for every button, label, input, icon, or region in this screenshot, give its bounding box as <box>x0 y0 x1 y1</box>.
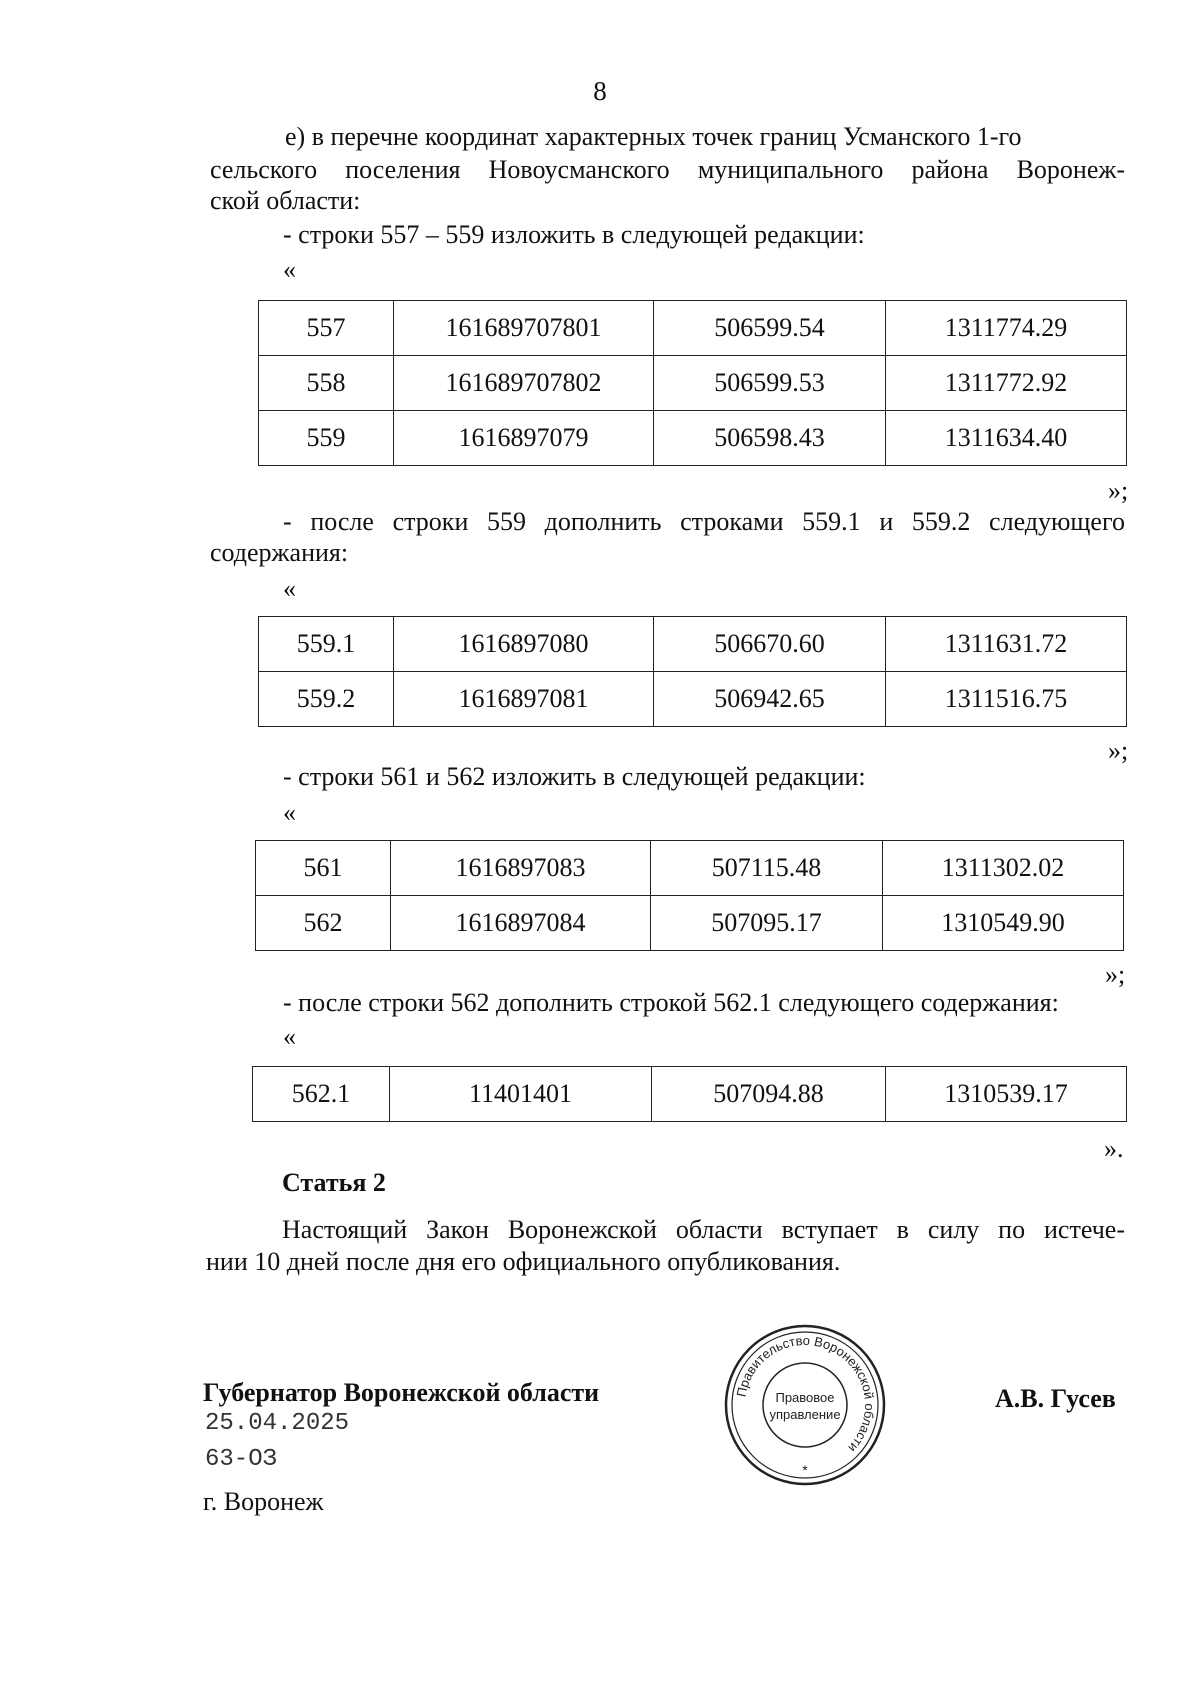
section-e-line2: сельского поселения Новоусманского муниципального района Воронеж- <box>210 155 1125 184</box>
quote-close: »; <box>1108 736 1129 765</box>
quote-close: »; <box>1105 960 1126 989</box>
table-cell: 507094.88 <box>652 1067 886 1122</box>
seal-inner-line1: Правовое <box>775 1390 835 1405</box>
article-2-heading: Статья 2 <box>282 1168 386 1197</box>
section-e-line1: е) в перечне координат характерных точек границ Усманского 1-го <box>285 122 1022 151</box>
table-cell: 161689707801 <box>394 301 654 356</box>
table-cell: 1616897081 <box>394 672 654 727</box>
table-cell: 1311631.72 <box>886 617 1127 672</box>
table-cell: 1311302.02 <box>883 841 1124 896</box>
table-cell: 507095.17 <box>651 896 883 951</box>
table-row <box>256 896 1124 951</box>
table-cell: 506599.53 <box>654 356 886 411</box>
table-cell: 161689707802 <box>394 356 654 411</box>
quote-open: « <box>283 1022 296 1051</box>
table-row <box>259 617 1127 672</box>
seal-star-icon: * <box>802 1462 808 1478</box>
table-cell: 558 <box>259 356 394 411</box>
table-cell: 562 <box>256 896 391 951</box>
quote-open: « <box>283 798 296 827</box>
table-cell: 506598.43 <box>654 411 886 466</box>
table-cell: 11401401 <box>390 1067 652 1122</box>
table-cell: 1310549.90 <box>883 896 1124 951</box>
table-cell: 1616897079 <box>394 411 654 466</box>
instruction-add-559-line1: - после строки 559 дополнить строками 559.1 и 559.2 следующего <box>283 507 1125 536</box>
law-date: 25.04.2025 <box>205 1410 350 1437</box>
seal-outer-text-path: Правительство Воронежской области <box>733 1332 878 1456</box>
article-2-line2: нии 10 дней после дня его официального опубликования. <box>206 1247 841 1276</box>
table-cell: 561 <box>256 841 391 896</box>
instruction-add-562: - после строки 562 дополнить строкой 562.1 следующего содержания: <box>283 988 1059 1017</box>
table-row <box>253 1067 1127 1122</box>
table-row <box>256 841 1124 896</box>
quote-close: ». <box>1104 1134 1124 1163</box>
table-row <box>259 301 1127 356</box>
table-cell: 506599.54 <box>654 301 886 356</box>
seal-graphic <box>722 1322 888 1488</box>
coordinates-table-3 <box>255 840 1124 951</box>
instruction-rows-557-559: - строки 557 – 559 изложить в следующей редакции: <box>283 220 865 249</box>
table-cell: 559.1 <box>259 617 394 672</box>
article-2-line1: Настоящий Закон Воронежской области вступает в силу по истече- <box>282 1215 1125 1244</box>
table-cell: 562.1 <box>253 1067 390 1122</box>
law-number: 63-ОЗ <box>205 1446 278 1473</box>
table-cell: 559 <box>259 411 394 466</box>
signatory-title: Губернатор Воронежской области <box>203 1378 600 1407</box>
table-cell: 1616897084 <box>391 896 651 951</box>
table-row <box>259 411 1127 466</box>
page-number: 8 <box>593 76 607 106</box>
instruction-add-559-line2: содержания: <box>210 538 349 567</box>
table-cell: 557 <box>259 301 394 356</box>
table-cell: 1616897080 <box>394 617 654 672</box>
official-seal <box>722 1322 888 1495</box>
table-row <box>259 356 1127 411</box>
table-cell: 1311634.40 <box>886 411 1127 466</box>
coordinates-table-4 <box>252 1066 1127 1122</box>
table-cell: 506942.65 <box>654 672 886 727</box>
table-cell: 1311772.92 <box>886 356 1127 411</box>
quote-open: « <box>283 255 296 284</box>
table-cell: 507115.48 <box>651 841 883 896</box>
signatory-name: А.В. Гусев <box>995 1384 1116 1413</box>
table-row <box>259 672 1127 727</box>
coordinates-table-2 <box>258 616 1127 727</box>
table-cell: 1311774.29 <box>886 301 1127 356</box>
quote-open: « <box>283 574 296 603</box>
table-cell: 506670.60 <box>654 617 886 672</box>
seal-inner-line2: управление <box>769 1407 841 1422</box>
table-cell: 1616897083 <box>391 841 651 896</box>
quote-close: »; <box>1108 476 1129 505</box>
table-cell: 559.2 <box>259 672 394 727</box>
coordinates-table-1 <box>258 300 1127 466</box>
section-e-line3: ской области: <box>210 186 361 215</box>
table-cell: 1310539.17 <box>886 1067 1127 1122</box>
table-cell: 1311516.75 <box>886 672 1127 727</box>
instruction-rows-561-562: - строки 561 и 562 изложить в следующей редакции: <box>283 762 866 791</box>
city: г. Воронеж <box>203 1487 324 1516</box>
